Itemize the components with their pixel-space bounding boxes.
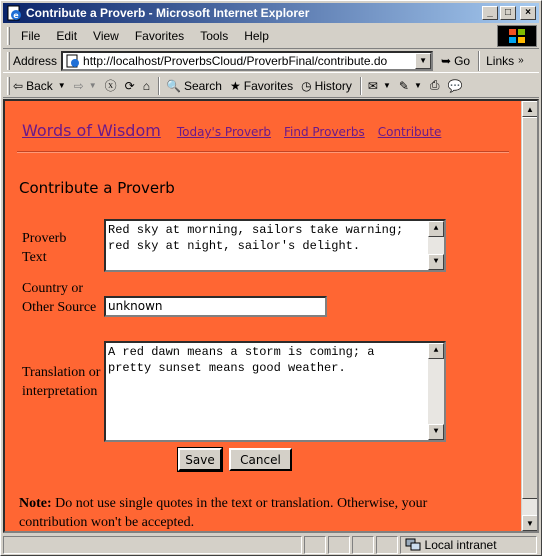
menu-bar — [3, 25, 497, 47]
history-button[interactable] — [301, 79, 352, 93]
print-icon: ⎙ — [429, 78, 440, 92]
minimize-icon: _ — [487, 7, 493, 18]
windows-flag-icon — [506, 27, 528, 45]
print-button[interactable] — [430, 78, 440, 93]
scroll-up-button[interactable] — [428, 221, 444, 237]
search-button[interactable] — [166, 79, 222, 93]
page-scroll-down-button[interactable] — [522, 515, 538, 531]
note-label: Note: — [19, 496, 52, 511]
back-label: Back — [26, 78, 53, 93]
status-panel-1 — [304, 536, 326, 554]
back-button[interactable] — [13, 79, 66, 93]
note-body: Do not use single quotes in the text or translation. Otherwise, your contribution won't be accepted. — [19, 496, 428, 530]
chevron-down-icon: ▼ — [419, 56, 427, 65]
toolbar-separator-2 — [360, 77, 362, 95]
maximize-icon: □ — [504, 7, 512, 18]
toolbar-grip[interactable] — [7, 77, 10, 95]
source-input[interactable] — [104, 296, 327, 317]
mail-icon: ✉ — [367, 78, 378, 93]
arrow-down-icon: ▼ — [433, 427, 439, 436]
edit-icon: ✎ — [398, 78, 409, 93]
content-viewport — [3, 99, 539, 533]
scroll-up-button[interactable] — [428, 343, 444, 359]
forward-dropdown-icon[interactable]: ▼ — [88, 81, 97, 90]
forward-arrow-icon: ⇨ — [73, 78, 84, 93]
go-arrow-icon: ➥ — [441, 53, 452, 68]
page-icon — [66, 54, 80, 68]
stop-icon: ⓧ — [104, 79, 117, 93]
address-dropdown-button[interactable] — [415, 53, 431, 69]
status-panel-2 — [328, 536, 350, 554]
cancel-button[interactable]: Cancel — [229, 448, 292, 471]
home-icon: ⌂ — [142, 78, 150, 93]
ie-page-icon — [6, 5, 22, 21]
scroll-down-button[interactable] — [428, 254, 444, 270]
refresh-icon: ⟳ — [124, 78, 135, 93]
translation-label: Translation or interpretation — [22, 365, 101, 399]
window-title: Contribute a Proverb - Microsoft Internet Explorer — [26, 6, 310, 20]
search-label: Search — [183, 78, 222, 93]
edit-dropdown-icon[interactable]: ▼ — [413, 81, 422, 90]
translation-value: A red dawn means a storm is coming; a pretty sunset means good weather. — [108, 345, 375, 375]
nav-contribute[interactable]: Contribute — [377, 125, 442, 139]
web-page — [5, 101, 521, 531]
go-label: Go — [454, 53, 471, 68]
menu-view[interactable]: View — [93, 29, 119, 43]
back-arrow-icon: ⇦ — [13, 78, 24, 93]
arrow-up-icon: ▲ — [433, 224, 439, 233]
address-grip[interactable] — [7, 52, 10, 70]
page-scroll-up-button[interactable] — [522, 101, 538, 117]
security-zone[interactable] — [400, 536, 537, 554]
status-panel-3 — [352, 536, 374, 554]
arrow-down-icon: ▼ — [526, 518, 534, 528]
favorites-label: Favorites — [243, 78, 294, 93]
proverb-scrollbar[interactable] — [428, 221, 444, 270]
source-label: Country or Other Source — [22, 281, 97, 315]
close-button[interactable] — [520, 6, 536, 20]
links-button[interactable]: Links — [486, 53, 515, 68]
menu-help[interactable]: Help — [244, 29, 269, 43]
edit-button[interactable] — [399, 79, 422, 93]
zone-label: Local intranet — [424, 538, 497, 552]
arrow-down-icon: ▼ — [433, 257, 439, 266]
back-dropdown-icon[interactable]: ▼ — [57, 81, 66, 90]
address-label: Address — [13, 53, 58, 68]
history-icon: ◷ — [301, 78, 312, 93]
nav-todays-proverb[interactable]: Today's Proverb — [176, 125, 271, 139]
minimize-button[interactable] — [482, 6, 498, 20]
note-text — [19, 494, 489, 532]
proverb-text-value: Red sky at morning, sailors take warning; red sky at night, sailor's delight. — [108, 223, 404, 253]
status-message — [3, 536, 302, 554]
page-heading: Contribute a Proverb — [19, 179, 175, 197]
arrow-up-icon: ▲ — [433, 346, 439, 355]
standard-toolbar — [3, 74, 539, 98]
close-icon: × — [525, 7, 531, 18]
menu-file[interactable]: File — [21, 29, 41, 43]
windows-logo — [497, 25, 537, 47]
history-label: History — [314, 78, 352, 93]
status-panel-4 — [376, 536, 398, 554]
proverb-text-label: Proverb Text — [22, 231, 67, 265]
save-button[interactable]: Save — [178, 448, 222, 471]
page-scroll-thumb[interactable] — [522, 117, 538, 499]
search-icon: 🔍 — [165, 78, 181, 93]
status-bar — [3, 535, 539, 555]
address-input[interactable] — [61, 51, 433, 71]
proverb-text-area[interactable] — [104, 219, 446, 272]
menu-edit[interactable]: Edit — [56, 29, 78, 43]
address-bar — [3, 48, 539, 73]
refresh-button[interactable] — [125, 79, 135, 93]
divider — [17, 151, 509, 153]
stop-button[interactable] — [105, 77, 117, 94]
title-bar[interactable] — [3, 3, 539, 23]
arrow-up-icon: ▲ — [526, 104, 534, 114]
favorites-icon: ★ — [229, 78, 241, 93]
address-url: http://localhost/ProverbsCloud/ProverbFinal/contribute.do — [83, 53, 388, 68]
mail-dropdown-icon[interactable]: ▼ — [382, 81, 391, 90]
chevron-right-icon[interactable]: » — [518, 55, 524, 66]
discuss-icon: 💬 — [447, 78, 463, 93]
source-value: unknown — [108, 299, 163, 313]
nav-find-proverbs[interactable]: Find Proverbs — [284, 125, 365, 139]
svg-text:e: e — [13, 11, 19, 20]
maximize-button[interactable] — [500, 6, 516, 20]
translation-text-area[interactable] — [104, 341, 446, 442]
scroll-down-button[interactable] — [428, 424, 444, 440]
address-separator — [478, 51, 480, 71]
home-button[interactable] — [143, 79, 150, 93]
page-scrollbar[interactable] — [521, 101, 537, 531]
menu-tools[interactable]: Tools — [200, 29, 229, 43]
menu-favorites[interactable]: Favorites — [134, 29, 185, 43]
site-nav — [22, 121, 454, 140]
forward-button[interactable] — [74, 79, 97, 93]
menu-grip[interactable] — [7, 27, 10, 45]
site-title-link[interactable]: Words of Wisdom — [22, 121, 161, 140]
translation-scrollbar[interactable] — [428, 343, 444, 440]
go-button[interactable] — [441, 54, 470, 68]
discuss-button[interactable] — [448, 79, 463, 93]
favorites-button[interactable] — [230, 79, 293, 93]
intranet-icon — [405, 538, 421, 552]
mail-button[interactable] — [368, 79, 391, 93]
toolbar-separator — [158, 77, 160, 95]
